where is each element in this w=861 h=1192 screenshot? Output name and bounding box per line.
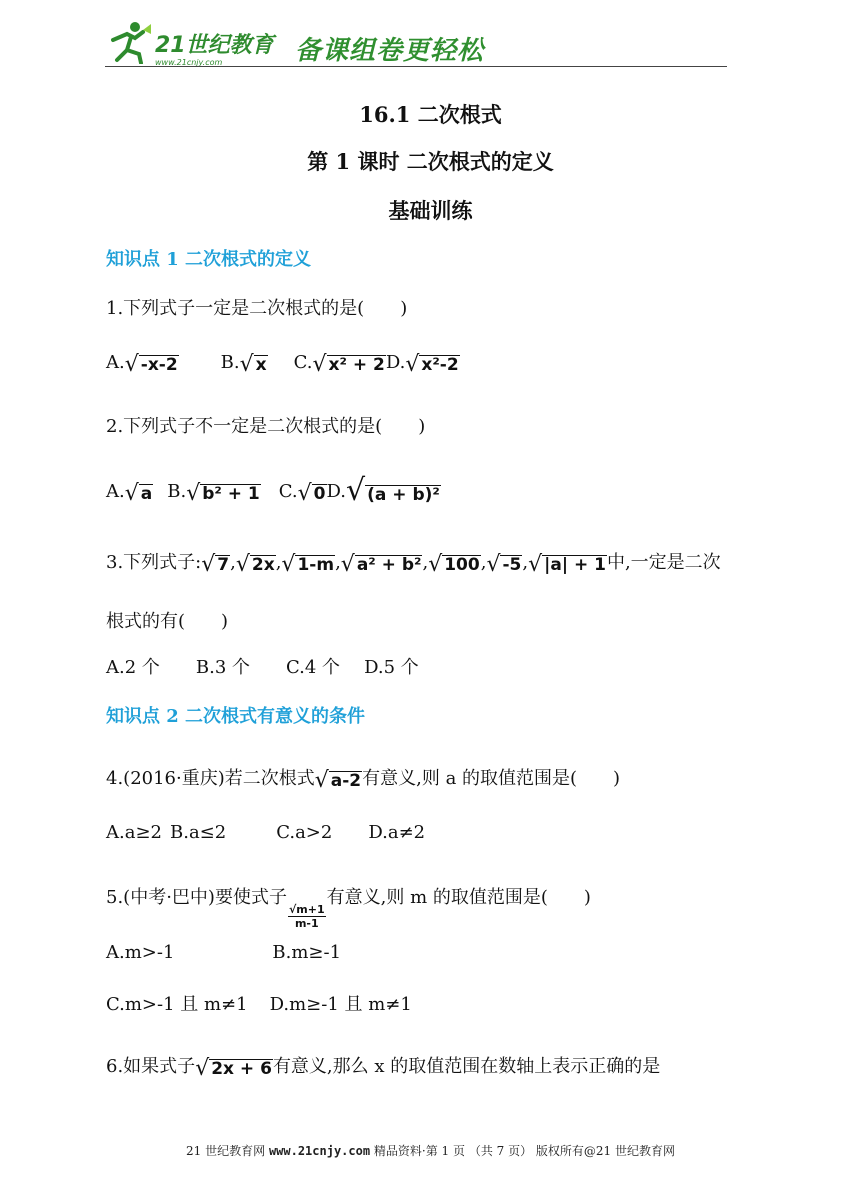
header-divider	[105, 66, 727, 67]
radical: √ 2x + 6	[195, 1056, 272, 1081]
radical: √ x²-2	[405, 352, 459, 377]
radicand: 2x + 6	[211, 1059, 272, 1080]
section-title: 16.1 二次根式	[359, 102, 502, 127]
radicand: 100	[444, 555, 480, 576]
radical: √ -5	[486, 552, 522, 577]
page-footer	[0, 1142, 861, 1159]
fraction	[288, 903, 326, 930]
question-5-options-row2	[106, 990, 412, 1016]
question-3-options	[106, 653, 419, 679]
question-1-options	[106, 352, 460, 376]
radicand: 1-m	[297, 555, 335, 576]
option-label: C.	[278, 481, 298, 502]
question-5-stem	[106, 883, 591, 930]
option-label: A.	[106, 352, 125, 373]
lesson-title: 第 1 课时 二次根式的定义	[307, 149, 554, 174]
radical: √ x	[239, 352, 267, 377]
radical: √ -x-2	[124, 352, 178, 377]
radical: √ 7	[201, 552, 230, 577]
radicand: -x-2	[140, 355, 178, 376]
option: A.2 个	[106, 657, 160, 678]
option-label: B.	[167, 481, 187, 502]
option-label: C.	[293, 352, 313, 373]
radical: √ (a + b)²	[346, 473, 440, 508]
radicand: (a + b)²	[367, 485, 440, 506]
option: C.m>-1 且 m≠1	[106, 994, 248, 1015]
stem-text: 有意义,则 m 的取值范围是( )	[326, 887, 591, 908]
option: B.a≤2	[170, 822, 227, 843]
radical: √ 2x	[235, 552, 275, 577]
option: C.a>2	[276, 822, 333, 843]
option: B.3 个	[195, 657, 251, 678]
question-2-options	[106, 473, 441, 508]
radicand: 0	[313, 484, 326, 505]
option: D.5 个	[364, 657, 419, 678]
option-label: A.	[106, 481, 125, 502]
footer-info: 精品资料·第 1 页 （共 7 页） 版权所有@21 世纪教育网	[373, 1144, 675, 1158]
option: A.a≥2	[106, 822, 162, 843]
question-3-stem: 3.下列式子: √ 7 , √ 2x , √ 1-m , √ a² + b² , √ 100 , √ -5 , √ |a| + 1 中,一定是二次	[106, 552, 721, 577]
radical: √ b² + 1	[186, 481, 260, 506]
radicand: b² + 1	[202, 484, 260, 505]
stem-text: 3.下列式子:	[106, 552, 202, 573]
radical: √ |a| + 1	[528, 552, 606, 577]
radicand: -5	[502, 555, 522, 576]
question-3-stem-line2: 根式的有( )	[106, 611, 229, 632]
question-6-stem	[106, 1052, 660, 1080]
footer-site: 21 世纪教育网	[186, 1144, 266, 1158]
option: D.a≠2	[368, 822, 426, 843]
stem-text: 4.(2016·重庆)若二次根式	[106, 768, 315, 789]
header-slogan: 备课组卷更轻松	[295, 36, 485, 66]
stem-text: 6.如果式子	[106, 1056, 196, 1077]
radicand: a	[140, 484, 153, 505]
radicand: 2x	[251, 555, 275, 576]
radicand: |a| + 1	[544, 555, 606, 576]
radical: √ x² + 2	[312, 352, 385, 377]
radical: √ a-2	[314, 768, 362, 793]
part-title: 基础训练	[388, 198, 473, 223]
question-4-stem	[106, 764, 620, 792]
footer-url[interactable]: www.21cnjy.com	[268, 1144, 371, 1158]
radical: √ 100	[428, 552, 480, 577]
radical: √ a	[124, 481, 153, 506]
option: A.m>-1	[106, 942, 175, 963]
question-2-stem: 2.下列式子不一定是二次根式的是( )	[106, 416, 426, 437]
knowledge-point-2: 知识点 2 二次根式有意义的条件	[106, 706, 366, 727]
option-label: B.	[220, 352, 240, 373]
option-label: D.	[385, 352, 406, 373]
option-label: D.	[326, 481, 347, 502]
logo-text: 21世纪教育	[155, 33, 274, 58]
question-4-options	[106, 822, 425, 843]
option: C.4 个	[286, 657, 341, 678]
radical: √ 0	[297, 481, 326, 506]
page-header	[105, 20, 727, 72]
logo-url: www.21cnjy.com	[155, 58, 223, 67]
stem-text: 有意义,则 a 的取值范围是( )	[362, 768, 621, 789]
radicand: x	[255, 355, 267, 376]
option: B.m≥-1	[272, 942, 342, 963]
fraction-denominator: m-1	[294, 917, 319, 930]
radicand: a-2	[330, 771, 362, 792]
stem-text: 5.(中考·巴中)要使式子	[106, 887, 287, 908]
option: D.m≥-1 且 m≠1	[269, 994, 412, 1015]
radicand: x²-2	[421, 355, 459, 376]
knowledge-point-1: 知识点 1 二次根式的定义	[106, 249, 312, 270]
question-1-stem: 1.下列式子一定是二次根式的是( )	[106, 298, 408, 319]
fraction-numerator: √m+1	[288, 903, 325, 916]
question-5-options-row1	[106, 942, 341, 963]
radical: √ 1-m	[281, 552, 335, 577]
stem-text: 有意义,那么 x 的取值范围在数轴上表示正确的是	[272, 1056, 661, 1077]
radical: √ a² + b²	[340, 552, 422, 577]
runner-logo-icon	[105, 20, 153, 64]
radicand: x² + 2	[328, 355, 385, 376]
radicand: 7	[217, 555, 230, 576]
stem-text: 中,一定是二次	[606, 552, 721, 573]
radicand: a² + b²	[356, 555, 422, 576]
